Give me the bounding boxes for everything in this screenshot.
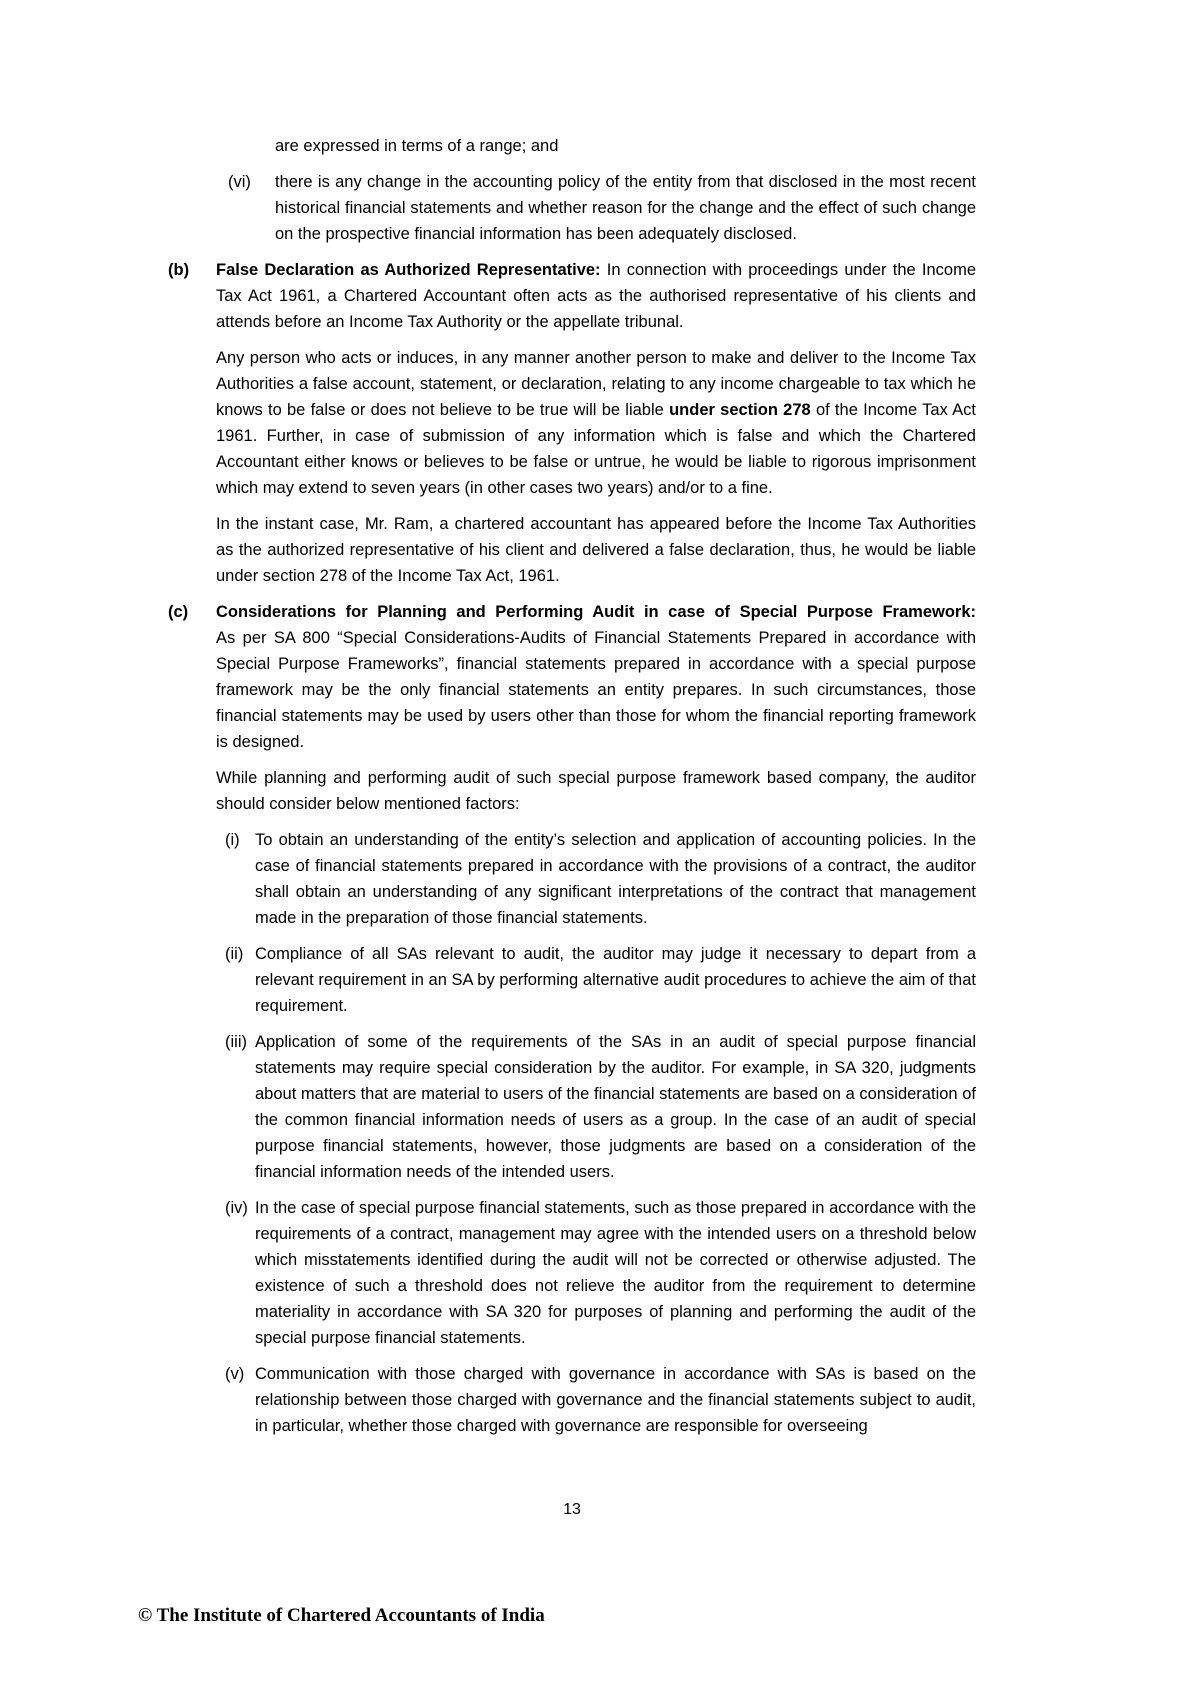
section-c-lead: As per SA 800 “Special Considerations-Audits of Financial Statements Prepared in accordance with Special Purpose Frameworks”, financial statements prepared in accordance with a special purpose framework may be the only financial statements an entity prepares. In such circumstances, those financial statements may be used by users other than those for whom the financial reporting framework is designed. bbox=[216, 629, 976, 751]
copyright-footer: © The Institute of Chartered Accountants of India bbox=[138, 1605, 545, 1626]
section-b-paragraph-2-bold: under section 278 bbox=[669, 401, 811, 419]
list-item-v-label: (v) bbox=[225, 1365, 245, 1383]
section-b-paragraph-2-after: of the Income Tax Act 1961. Further, in case of submission of any information which is false and which the Chartered Accountant either knows or believes to be false or untrue, he would be liable to rigorous imprisonment which may extend to seven years (in other cases two years) and/or to a fine. bbox=[216, 401, 976, 497]
section-c bbox=[168, 599, 976, 1439]
section-b-label: (b) bbox=[168, 261, 190, 279]
intro-continuation-line: are expressed in terms of a range; and bbox=[275, 137, 559, 155]
section-c-label: (c) bbox=[168, 603, 189, 621]
section-b-paragraph-2-before: Any person who acts or induces, in any manner another person to make and deliver to the Income Tax Authorities a false account, statement, or declaration, relating to any income chargeable to tax which he knows to be false or does not believe to be true will be liable bbox=[216, 349, 976, 419]
list-item-iv bbox=[168, 1195, 976, 1351]
list-item-vi bbox=[168, 169, 976, 247]
section-b-paragraph-1 bbox=[168, 257, 976, 335]
list-item-v-text: Communication with those charged with governance in accordance with SAs is based on the relationship between those charged with governance and the financial statements subject to audit, in particular, whether those charged with governance are responsible for overseeing bbox=[255, 1365, 976, 1435]
section-c-paragraph-1 bbox=[168, 599, 976, 755]
list-item-vi-text: there is any change in the accounting policy of the entity from that disclosed in the most recent historical financial statements and whether reason for the change and the effect of such change on the prospective financial information has been adequately disclosed. bbox=[275, 173, 976, 243]
list-item-i-label: (i) bbox=[225, 831, 240, 849]
section-b-paragraph-3: In the instant case, Mr. Ram, a chartered accountant has appeared before the Income Tax Authorities as the authorized representative of his client and delivered a false declaration, thus, he would be liable under section 278 of the Income Tax Act, 1961. bbox=[216, 515, 976, 585]
section-b-paragraph-2 bbox=[168, 345, 976, 501]
list-item-iii bbox=[168, 1029, 976, 1185]
list-item-ii-text: Compliance of all SAs relevant to audit, the auditor may judge it necessary to depart from a relevant requirement in an SA by performing alternative audit procedures to achieve the aim of that requirement. bbox=[255, 945, 976, 1015]
page-body bbox=[168, 133, 976, 1449]
list-item-v bbox=[168, 1361, 976, 1439]
section-b-lead: In connection with proceedings under the Income Tax Act 1961, a Chartered Accountant often acts as the authorised representative of his clients and attends before an Income Tax Authority or the appellate tribunal. bbox=[216, 261, 976, 331]
list-item-iii-text: Application of some of the requirements of the SAs in an audit of special purpose financial statements may require special consideration by the auditor. For example, in SA 320, judgments about matters that are material to users of the financial statements are based on a consideration of the common financial information needs of users as a group. In the case of an audit of special purpose financial statements, however, those judgments are based on a consideration of the financial information needs of the intended users. bbox=[255, 1033, 976, 1181]
list-item-i-text: To obtain an understanding of the entity’s selection and application of accounting policies. In the case of financial statements prepared in accordance with the provisions of a contract, the auditor shall obtain an understanding of any significant interpretations of the contract that management made in the preparation of those financial statements. bbox=[255, 831, 976, 927]
list-item-iv-label: (iv) bbox=[225, 1199, 248, 1217]
section-c-heading: Considerations for Planning and Performing Audit in case of Special Purpose Framework: bbox=[216, 603, 976, 621]
list-item-ii-label: (ii) bbox=[225, 945, 244, 963]
list-item-ii bbox=[168, 941, 976, 1019]
section-b bbox=[168, 257, 976, 589]
list-item-iv-text: In the case of special purpose financial statements, such as those prepared in accordance with the requirements of a contract, management may agree with the intended users on a threshold below which misstatements identified during the audit will not be corrected or otherwise adjusted. The existence of such a threshold does not relieve the auditor from the requirement to determine materiality in accordance with SA 320 for purposes of planning and performing the audit of the special purpose financial statements. bbox=[255, 1199, 976, 1347]
list-item-iii-label: (iii) bbox=[225, 1033, 247, 1051]
list-item-i bbox=[168, 827, 976, 931]
section-b-heading: False Declaration as Authorized Representative: bbox=[216, 261, 601, 279]
list-item-vi-label: (vi) bbox=[228, 173, 251, 191]
section-c-paragraph-2: While planning and performing audit of such special purpose framework based company, the auditor should consider below mentioned factors: bbox=[216, 769, 976, 813]
page-number: 13 bbox=[563, 1501, 581, 1518]
